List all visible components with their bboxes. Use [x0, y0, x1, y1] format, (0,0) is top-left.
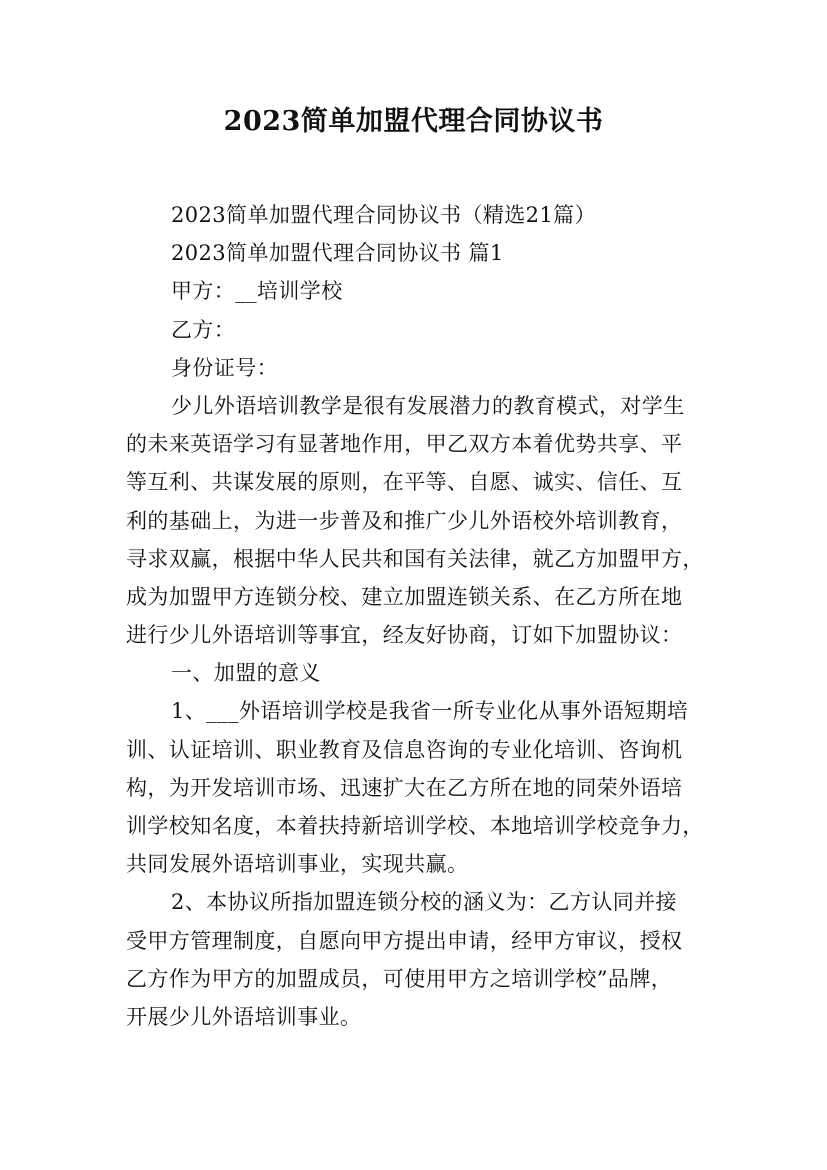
- id-number-line: 身份证号：: [171, 355, 278, 380]
- paragraph-line: 少儿外语培训教学是很有发展潜力的教育模式，对学生: [171, 393, 685, 418]
- paragraph-line: 成为加盟甲方连锁分校、建立加盟连锁关系、在乙方所在地: [126, 584, 683, 609]
- paragraph-line: 共同发展外语培训事业，实现共赢。: [126, 852, 469, 877]
- paragraph-line: 构，为开发培训市场、迅速扩大在乙方所在地的同荣外语培: [126, 775, 683, 800]
- paragraph-line: 等互利、共谋发展的原则，在平等、自愿、诚实、信任、互: [126, 470, 683, 495]
- document-title: 2023简单加盟代理合同协议书: [223, 106, 604, 137]
- subtitle-line: 2023简单加盟代理合同协议书（精选21篇）: [171, 203, 596, 227]
- paragraph-line: 的未来英语学习有显著地作用，甲乙双方本着优势共享、平: [126, 432, 683, 457]
- paragraph-line: 进行少儿外语培训等事宜，经友好协商，订如下加盟协议：: [126, 623, 683, 648]
- paragraph-line: 寻求双赢，根据中华人民共和国有关法律，就乙方加盟甲方，: [126, 546, 704, 571]
- paragraph-line: 利的基础上，为进一步普及和推广少儿外语校外培训教育，: [126, 508, 683, 533]
- section-heading: 2023简单加盟代理合同协议书 篇1: [171, 241, 504, 266]
- paragraph-line: 开展少儿外语培训事业。: [126, 1004, 362, 1029]
- paragraph-line: 训、认证培训、职业教育及信息咨询的专业化培训、咨询机: [126, 737, 683, 762]
- party-a-line: 甲方：__培训学校: [171, 279, 343, 304]
- paragraph-line: 受甲方管理制度，自愿向甲方提出申请，经甲方审议，授权: [126, 928, 683, 953]
- paragraph-line: 乙方作为甲方的加盟成员，可使用甲方之培训学校”品牌，: [126, 966, 673, 991]
- document-body: [126, 196, 711, 1036]
- party-b-line: 乙方：: [171, 317, 236, 342]
- paragraph-line: 1、___外语培训学校是我省一所专业化从事外语短期培: [171, 699, 689, 724]
- clause-heading: 一、加盟的意义: [171, 661, 321, 686]
- paragraph-line: 训学校知名度，本着扶持新培训学校、本地培训学校竞争力，: [126, 814, 704, 838]
- paragraph-line: 2、本协议所指加盟连锁分校的涵义为：乙方认同并接: [171, 890, 677, 915]
